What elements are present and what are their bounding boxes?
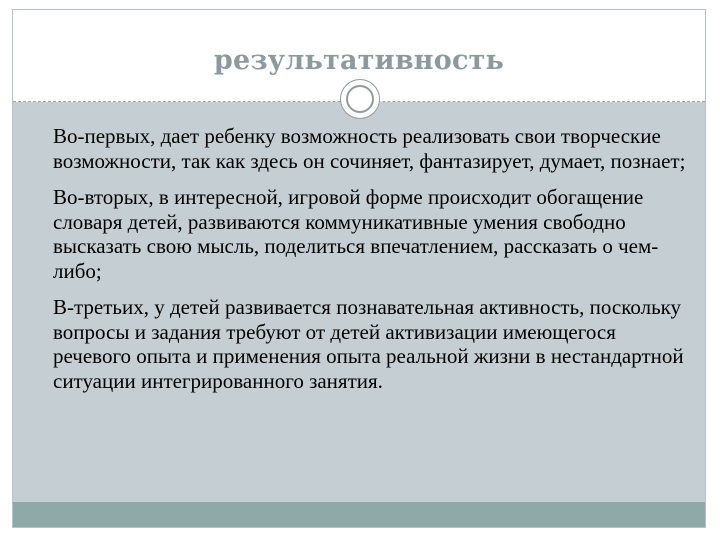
paragraph-second [40, 185, 690, 283]
paragraph-text: В-третьих, у детей развивается познавательная активность, поскольку вопросы и задания требуют от детей активизации имеющегося речевого опыта и применения опыта реальной жизни в нестандартной ситуации интегрированного занятия. [53, 295, 684, 393]
slide-title: результативность [213, 45, 505, 76]
footer-bar [13, 502, 705, 527]
double-circle-icon [340, 79, 380, 119]
paragraph-text: Во-первых, дает ребенку возможность реализовать свои творческие возможности, так как здесь он сочиняет, фантазирует, думает, познает; [53, 124, 686, 173]
paragraph-first [40, 124, 690, 173]
slide-body [40, 124, 690, 405]
paragraph-text: Во-вторых, в интересной, игровой форме происходит обогащение словаря детей, развиваются коммуникативные умения свободно высказать свою мысль, поделиться впечатлением, рассказать о чем- либо; [53, 185, 659, 283]
paragraph-third [40, 295, 690, 393]
inner-circle [346, 85, 374, 113]
